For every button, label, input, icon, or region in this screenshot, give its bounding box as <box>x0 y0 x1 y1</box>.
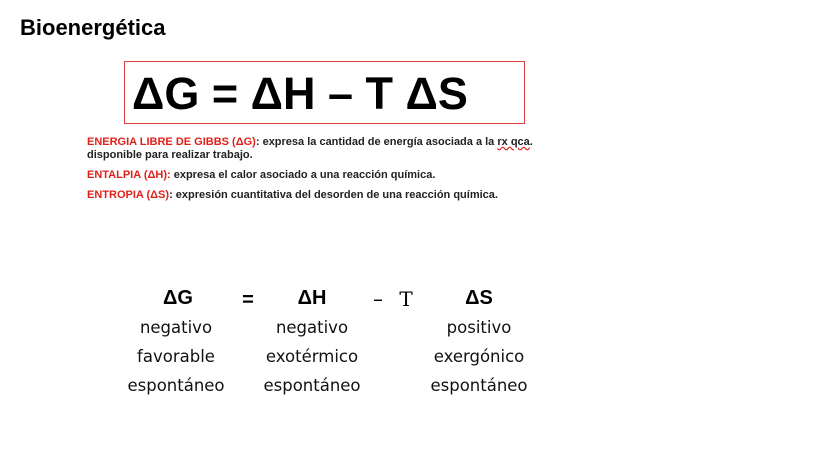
definition-entalpia: ENTALPIA (ΔH): expresa el calor asociado a una reacción química. <box>87 169 436 181</box>
slide-title: Bioenergética <box>20 15 166 40</box>
header-equals: = <box>242 289 254 311</box>
dh-row-1: negativo <box>275 318 349 337</box>
dg-row-3: espontáneo <box>127 376 225 395</box>
dh-row-2: exotérmico <box>265 347 359 366</box>
definition-entropia: ENTROPIA (ΔS): expresión cuantitativa del desorden de una reacción química. <box>87 189 498 201</box>
rx-qca-text: rx qca <box>497 136 530 148</box>
ds-row-2: exergónico <box>433 347 525 366</box>
definition-entropia-label: ENTROPIA (ΔS) <box>87 189 170 201</box>
ds-row-1: positivo <box>446 318 512 337</box>
header-delta-s: ΔS <box>465 287 493 309</box>
dg-row-2: favorable <box>137 347 215 366</box>
dg-row-1: negativo <box>139 318 213 337</box>
header-minus: – <box>373 287 383 311</box>
ds-row-3: espontáneo <box>430 376 528 395</box>
gibbs-equation: ΔG = ΔH – T ΔS <box>132 68 468 119</box>
header-delta-g: ΔG <box>163 287 193 309</box>
definitions-block <box>87 136 577 209</box>
dh-row-3: espontáneo <box>263 376 361 395</box>
header-delta-h: ΔH <box>297 287 327 309</box>
definition-entalpia-label: ENTALPIA (ΔH): <box>87 169 171 181</box>
definition-gibbs: ENERGIA LIBRE DE GIBBS (ΔG): expresa la cantidad de energía asociada a la rx qca. disponible para realizar trabajo. <box>87 136 533 161</box>
header-t: T <box>399 287 413 311</box>
definition-gibbs-label: ENERGIA LIBRE DE GIBBS (ΔG) <box>87 136 256 148</box>
